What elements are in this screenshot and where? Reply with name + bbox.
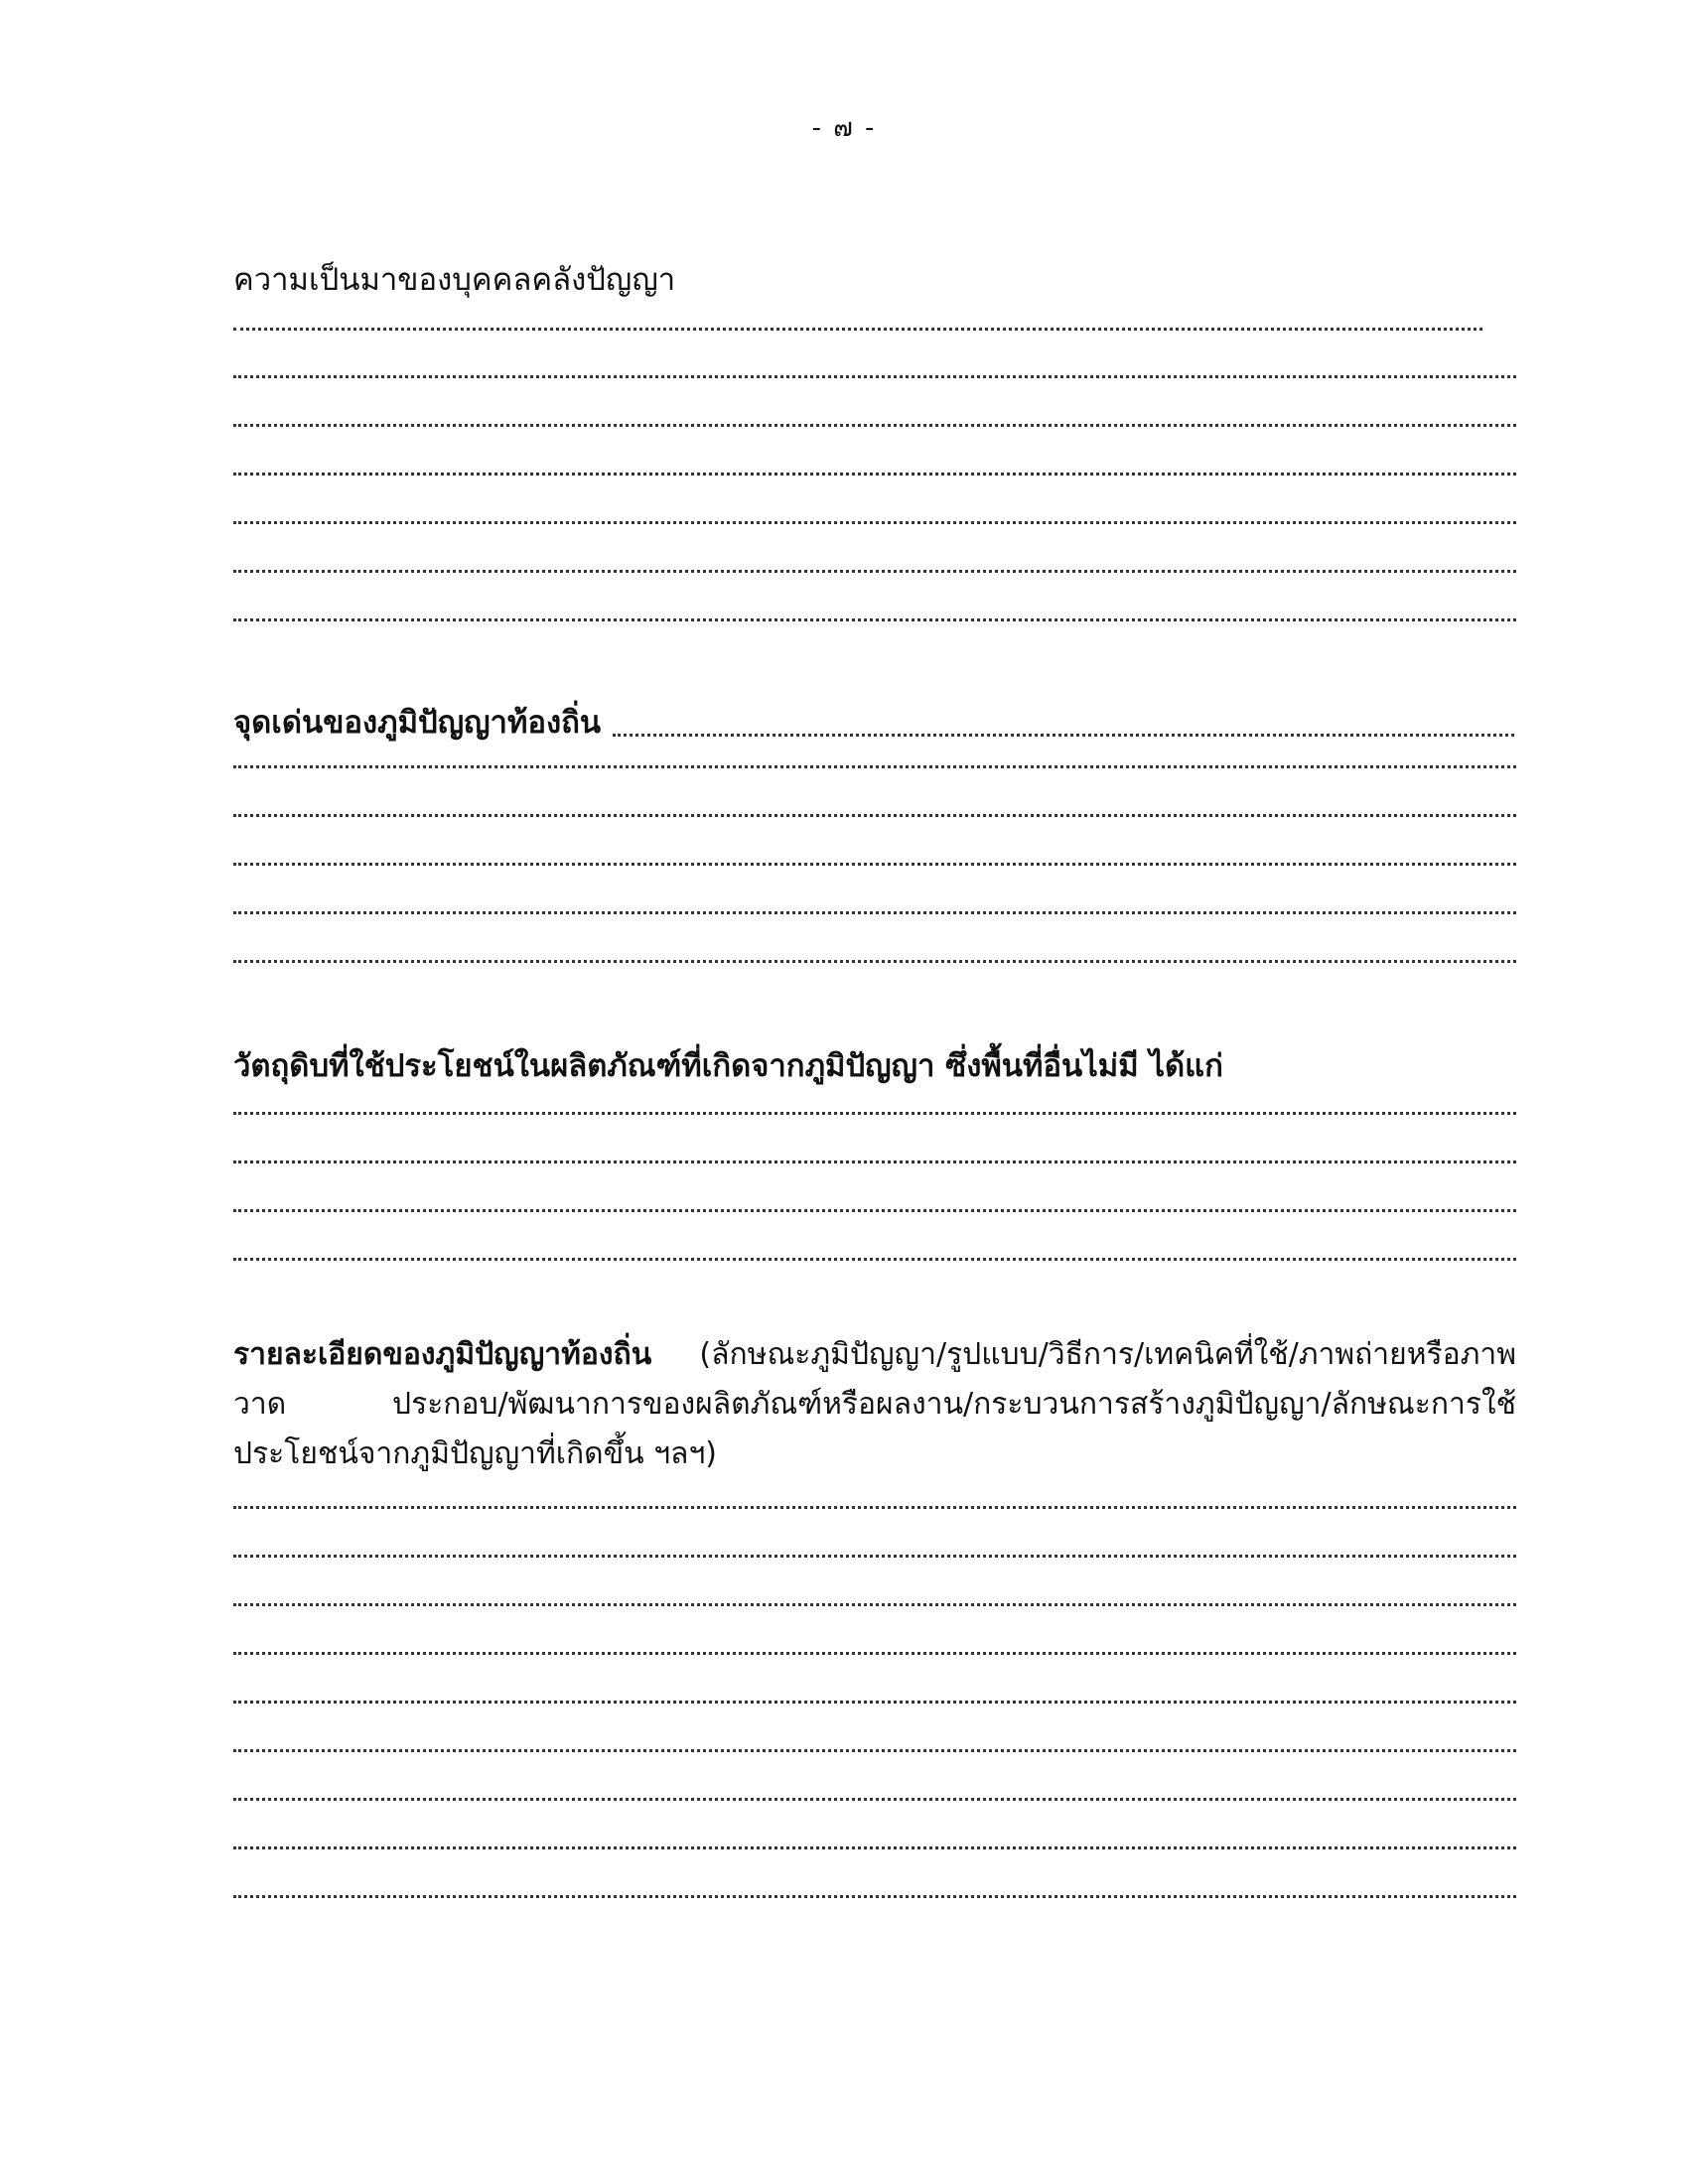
fill-line[interactable]: [233, 1603, 1516, 1606]
section-heading-details: รายละเอียดของภูมิปัญญาท้องถิ่น: [233, 1337, 652, 1372]
fill-line[interactable]: [233, 1258, 1516, 1261]
fill-line[interactable]: [233, 1701, 1516, 1704]
fill-line[interactable]: [233, 521, 1516, 524]
section-details-paragraph: [233, 1330, 1516, 1479]
fill-line[interactable]: [233, 1160, 1516, 1163]
section-heading-raw-materials-text: วัตถุดิบที่ใช้ประโยชน์ในผลิตภัณฑ์ที่เกิดจากภูมิปัญญา ซึ่งพื้นที่อื่นไม่มี ได้แก่: [233, 1048, 1223, 1084]
fill-line[interactable]: [233, 375, 1516, 378]
section-heading-highlights: จุดเด่นของภูมิปัญญาท้องถิ่น: [233, 705, 602, 741]
section-heading-row-highlights: [233, 697, 1514, 747]
fill-line[interactable]: [233, 1652, 1516, 1655]
fill-line[interactable]: [233, 473, 1516, 476]
fill-line[interactable]: [233, 1749, 1516, 1752]
fill-line[interactable]: [233, 1209, 1516, 1212]
fill-line[interactable]: [233, 328, 1482, 331]
fill-line[interactable]: [233, 1112, 1516, 1115]
fill-line[interactable]: [233, 814, 1516, 817]
fill-line[interactable]: [233, 1798, 1516, 1801]
fill-line[interactable]: [233, 570, 1516, 573]
fill-line[interactable]: [233, 911, 1516, 914]
fill-line[interactable]: [233, 863, 1516, 866]
fill-line[interactable]: [233, 618, 1516, 621]
section-heading-raw-materials: [233, 1040, 1223, 1090]
fill-line[interactable]: [233, 1846, 1516, 1849]
fill-line[interactable]: [233, 424, 1516, 427]
fill-line[interactable]: [233, 960, 1516, 963]
fill-line[interactable]: [233, 1555, 1516, 1558]
section-heading-background: ความเป็นมาของบุคคลคลังปัญญา: [233, 262, 676, 298]
fill-line[interactable]: [233, 765, 1516, 768]
fill-line[interactable]: [233, 1506, 1516, 1509]
fill-line[interactable]: [233, 1895, 1516, 1898]
section-details-description: (ลักษณะภูมิปัญญา/รูปแบบ/วิธีการ/เทคนิคที่ใช้/ภาพถ่ายหรือภาพวาด ประกอบ/พัฒนาการของผลิตภัณฑ์หรือผลงาน/กระบวนการสร้างภูมิปัญญา/ลักษณะการใช้ประโยชน์จากภูมิปัญญาที่เกิดขึ้น ฯลฯ): [233, 1337, 1516, 1471]
page-number: - ๗ -: [811, 113, 877, 143]
fill-line[interactable]: [613, 734, 1514, 737]
